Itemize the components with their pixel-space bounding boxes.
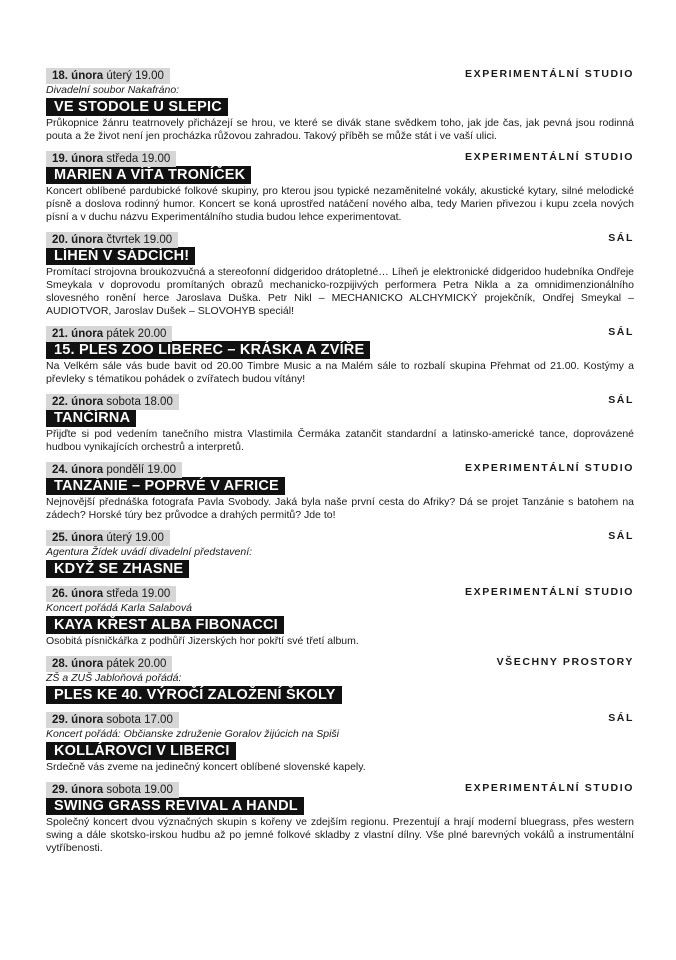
event-description: Společný koncert dvou význačných skupin s kořeny ve zdejším regionu. Prezentují a hrají moderní bluegrass, přes western swing a dále skotsko-irskou hudbu až po jemné folkové skladby z vlastní dílny. Vše plné barevných vokálů a instrumentální vytříbenosti.	[46, 816, 634, 854]
event-date: 29. února	[52, 714, 104, 726]
date-bar	[46, 462, 182, 478]
event-day-time: úterý 19.00	[106, 532, 164, 544]
event-date: 22. února	[52, 396, 104, 408]
event-date: 25. února	[52, 532, 104, 544]
date-bar	[46, 712, 179, 728]
event-date: 29. února	[52, 784, 104, 796]
event-venue: SÁL	[608, 530, 634, 542]
event-header	[46, 584, 634, 600]
event-title: VE STODOLE U SLEPIC	[46, 98, 228, 116]
event-title: 15. PLES ZOO LIBEREC – KRÁSKA A ZVÍŘE	[46, 341, 370, 359]
event-title: KOLLÁROVCI V LIBERCI	[46, 742, 236, 760]
event-program	[46, 66, 634, 861]
event-presenter: Agentura Žídek uvádí divadelní představení:	[46, 546, 253, 558]
date-bar	[46, 782, 179, 798]
event-presenter: Koncert pořádá: Občianske združenie Goralov žijúcich na Spiši	[46, 728, 339, 740]
event-description: Koncert oblíbené pardubické folkové skupiny, pro kterou jsou typické nezaměnitelné vokály, akustické kytary, silné melodické písně a doslova rodinný humor. Koncert se koná uprostřed natáčení nového alba, tedy Marien přivezou i kupu zcela nových písní a v duchu názvu Experimentálního studia budou lehce experimentovat.	[46, 185, 634, 223]
event-description: Na Velkém sále vás bude bavit od 20.00 Timbre Music a na Malém sále to rozbalí skupina Přehmat od 21.00. Kostýmy a převleky s tématikou pohádek o zvířatech budou vítány!	[46, 360, 634, 385]
date-bar	[46, 656, 172, 672]
event-entry	[46, 392, 634, 454]
event-title: TANZÁNIE – POPRVÉ V AFRICE	[46, 477, 285, 495]
event-date: 19. února	[52, 153, 104, 165]
event-description: Přijďte si pod vedením tanečního mistra Vlastimila Čermáka zatančit standardní a latinsko-americké tance, doprovázené hudbou vynikajících orchestrů a interpretů.	[46, 428, 634, 453]
event-presenter: ZŠ a ZUŠ Jabloňová pořádá:	[46, 672, 182, 684]
event-entry	[46, 654, 634, 704]
event-day-time: středa 19.00	[106, 588, 171, 600]
event-header	[46, 654, 634, 670]
event-description: Nejnovější přednáška fotografa Pavla Svobody. Jaká byla naše první cesta do Afriky? Dá se projet Tanzánie s batohem na zádech? Horské túry bez průvodce a drahých permitů? Jde to!	[46, 496, 634, 521]
event-entry	[46, 710, 634, 774]
event-venue: EXPERIMENTÁLNÍ STUDIO	[465, 68, 634, 80]
event-header	[46, 230, 634, 246]
date-bar	[46, 232, 178, 248]
event-header	[46, 392, 634, 408]
event-entry	[46, 230, 634, 318]
event-header	[46, 460, 634, 476]
event-day-time: pátek 20.00	[106, 328, 167, 340]
event-header	[46, 66, 634, 82]
event-description: Osobitá písničkářka z podhůří Jizerských hor pokřtí své třetí album.	[46, 635, 359, 647]
event-title: KDYŽ SE ZHASNE	[46, 560, 189, 578]
event-entry	[46, 528, 634, 578]
event-venue: SÁL	[608, 326, 634, 338]
date-bar	[46, 530, 170, 546]
event-entry	[46, 780, 634, 855]
event-venue: SÁL	[608, 712, 634, 724]
date-bar	[46, 68, 170, 84]
event-day-time: pátek 20.00	[106, 658, 167, 670]
event-venue: EXPERIMENTÁLNÍ STUDIO	[465, 782, 634, 794]
event-title: SWING GRASS REVIVAL A HANDL	[46, 797, 304, 815]
event-entry	[46, 66, 634, 143]
event-date: 28. února	[52, 658, 104, 670]
event-day-time: úterý 19.00	[106, 70, 164, 82]
event-header	[46, 324, 634, 340]
event-venue: EXPERIMENTÁLNÍ STUDIO	[465, 151, 634, 163]
event-header	[46, 780, 634, 796]
event-day-time: čtvrtek 19.00	[106, 234, 173, 246]
date-bar	[46, 326, 172, 342]
event-description: Srdečně vás zveme na jedinečný koncert oblíbené slovenské kapely.	[46, 761, 366, 773]
event-title: TANČÍRNA	[46, 409, 136, 427]
event-date: 21. února	[52, 328, 104, 340]
event-day-time: pondělí 19.00	[106, 464, 177, 476]
event-entry	[46, 584, 634, 648]
event-header	[46, 149, 634, 165]
event-date: 20. února	[52, 234, 104, 246]
event-venue: SÁL	[608, 394, 634, 406]
date-bar	[46, 151, 176, 167]
event-date: 24. února	[52, 464, 104, 476]
event-title: LÍHEŇ V SÁDCÍCH!	[46, 247, 195, 265]
event-entry	[46, 460, 634, 522]
event-date: 26. února	[52, 588, 104, 600]
date-bar	[46, 586, 176, 602]
event-header	[46, 528, 634, 544]
event-venue: EXPERIMENTÁLNÍ STUDIO	[465, 462, 634, 474]
event-day-time: sobota 18.00	[106, 396, 173, 408]
event-header	[46, 710, 634, 726]
event-date: 18. února	[52, 70, 104, 82]
event-day-time: sobota 17.00	[106, 714, 173, 726]
event-venue: VŠECHNY PROSTORY	[496, 656, 634, 668]
event-title: PLES KE 40. VÝROČÍ ZALOŽENÍ ŠKOLY	[46, 686, 342, 704]
date-bar	[46, 394, 179, 410]
event-description: Průkopnice žánru teatrnovely přicházejí se hrou, ve které se divák stane svědkem toho, jak jde čas, jak pevná jsou rodinná pouta a že život není jen procházka růžovou zahradou. Takový příběh se může stát i ve vaší ulici.	[46, 117, 634, 142]
event-description: Promítací strojovna broukozvučná a stereofonní didgeridoo drátopletné… Líheň je elektronické didgeridoo hudebníka Ondřeje Smeykala v doprovodu promítaných obrazů mechanicko-rozpijivých performera Petra Nikla a za omnidimenzionálního slovesného ronění herce Jaroslava Duška. Petr Nikl – MECHANICKO ALCHYMICKÝ projekčník, Ondřej Smeykal – AUDIOTVOR, Jaroslav Dušek – SLOVOHYB speciál!	[46, 266, 634, 317]
event-presenter: Koncert pořádá Karla Salabová	[46, 602, 192, 614]
event-day-time: sobota 19.00	[106, 784, 173, 796]
event-venue: SÁL	[608, 232, 634, 244]
event-day-time: středa 19.00	[106, 153, 171, 165]
event-entry	[46, 149, 634, 224]
event-title: MARIEN A VÍŤA TRONÍČEK	[46, 166, 251, 184]
event-title: KAYA KŘEST ALBA FIBONACCI	[46, 616, 284, 634]
event-venue: EXPERIMENTÁLNÍ STUDIO	[465, 586, 634, 598]
event-entry	[46, 324, 634, 386]
event-presenter: Divadelní soubor Nakafráno:	[46, 84, 180, 96]
